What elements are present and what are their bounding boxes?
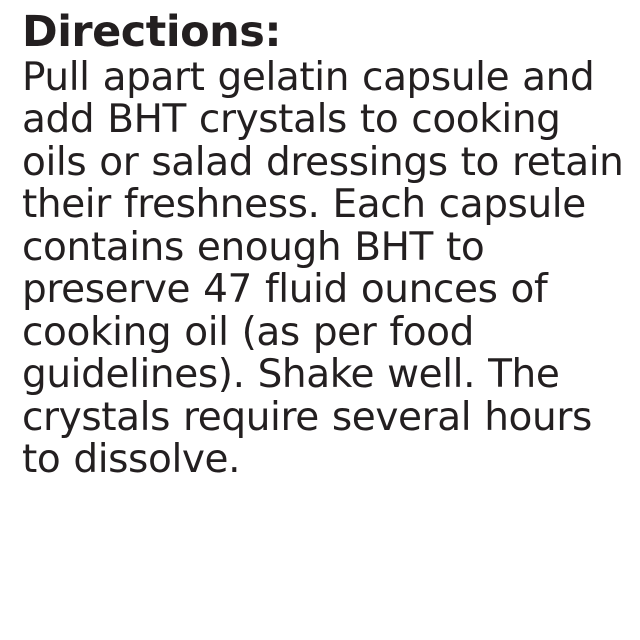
directions-body-text: Pull apart gelatin capsule and add BHT crystals to cooking oils or salad dressings to retain their freshness. Each capsule contains enough BHT to preserve 47 fluid ounces of cooking oil (as per food guidelines). Shake well. The crystals require several hours to dissolve. xyxy=(22,54,624,483)
page-title: Directions: xyxy=(22,7,282,57)
